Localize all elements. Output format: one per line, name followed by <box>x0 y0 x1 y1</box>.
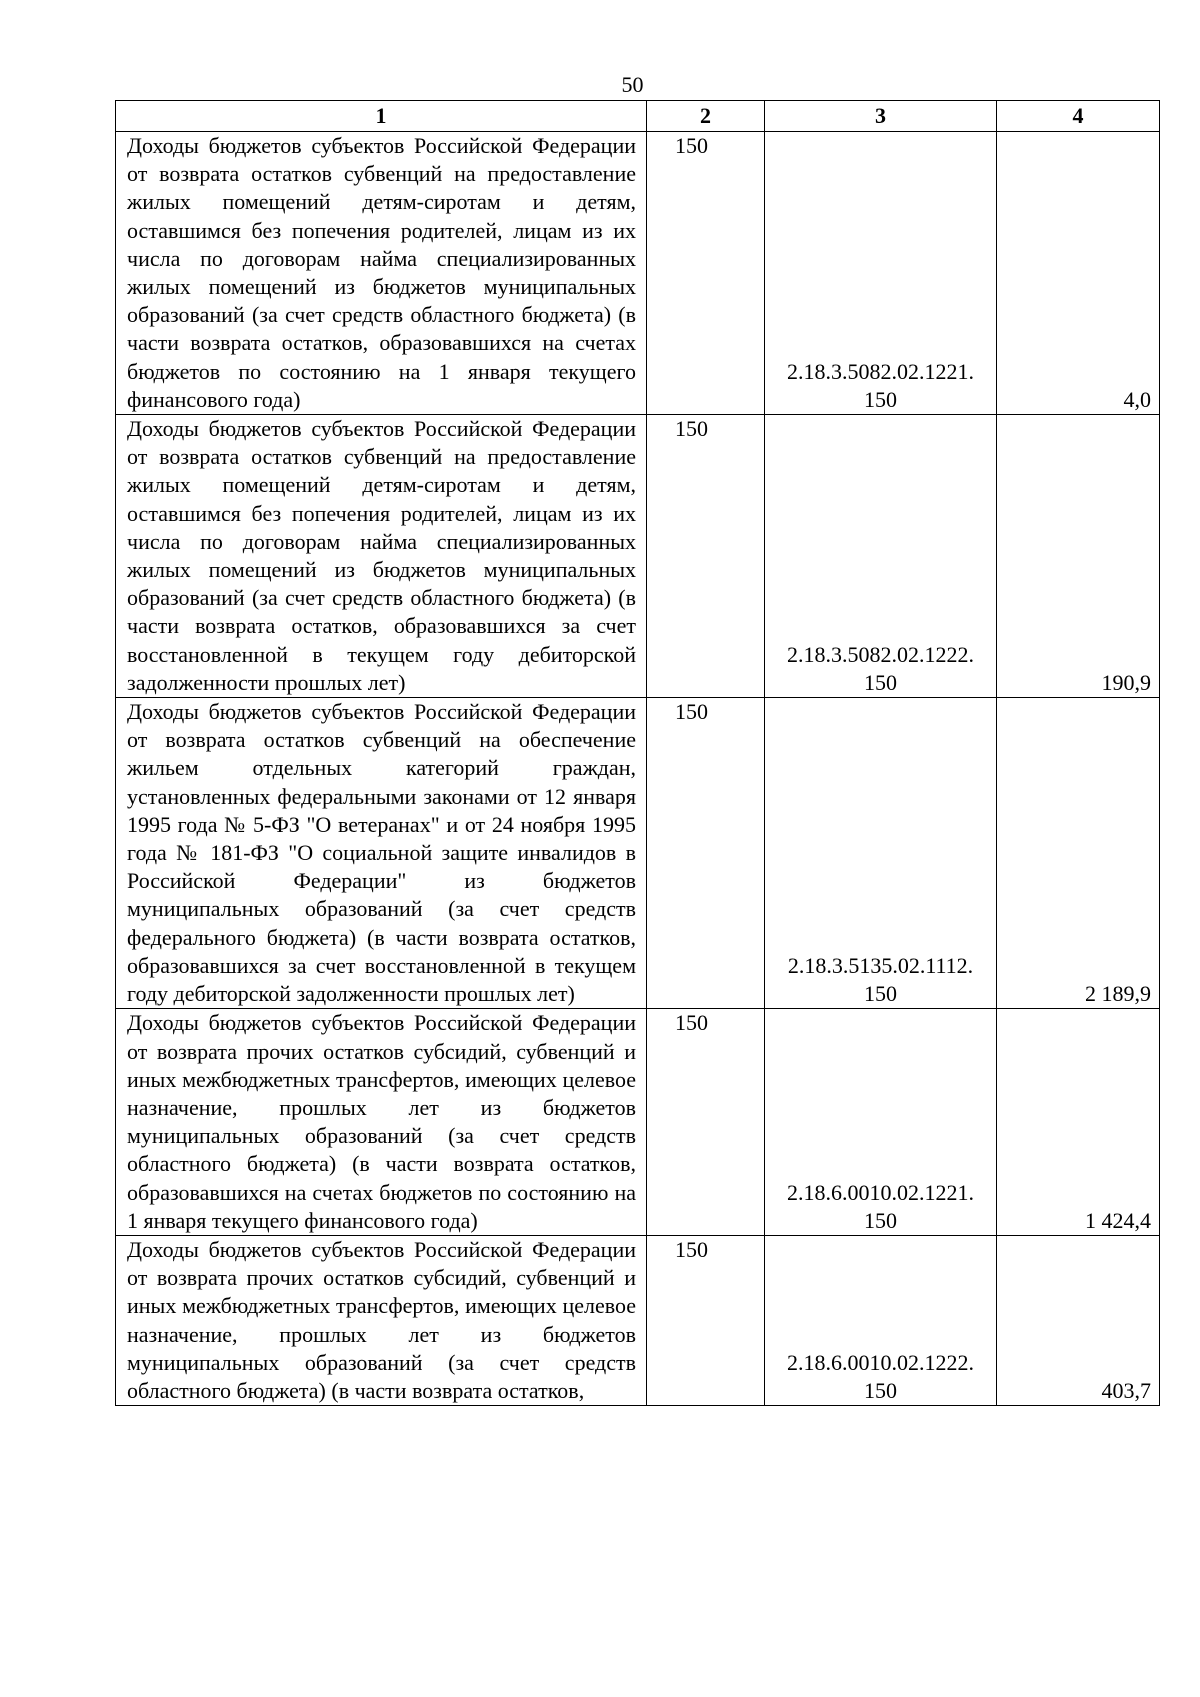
header-col-1: 1 <box>116 101 647 132</box>
row-code-line2: 150 <box>864 981 897 1007</box>
header-col-3: 3 <box>765 101 997 132</box>
row-description: Доходы бюджетов субъектов Российской Федерации от возврата остатков субвенций на предоставление жилых помещений детям-сиротам и детям, оставшимся без попечения родителей, лицам из их числа по договорам найма специализированных жилых помещений из бюджетов муниципальных образований (за счет средств областного бюджета) (в части возврата остатков, образовавшихся за счет восстановленной в текущем году дебиторской задолженности прошлых лет) <box>116 415 647 698</box>
row-code-line2: 150 <box>864 669 897 695</box>
row-code <box>765 698 997 1009</box>
row-code <box>765 1235 997 1405</box>
row-amount: 2 189,9 <box>997 698 1160 1009</box>
row-code <box>765 415 997 698</box>
row-code-line1: 2.18.6.0010.02.1222. <box>787 1349 974 1375</box>
row-amount: 1 424,4 <box>997 1009 1160 1236</box>
row-description: Доходы бюджетов субъектов Российской Федерации от возврата прочих остатков субсидий, субвенций и иных межбюджетных трансфертов, имеющих целевое назначение, прошлых лет из бюджетов муниципальных образований (за счет средств областного бюджета) (в части возврата остатков, образовавшихся на счетах бюджетов по состоянию на 1 января текущего финансового года) <box>116 1009 647 1236</box>
table-row <box>116 1009 1160 1236</box>
table-row <box>116 698 1160 1009</box>
row-code-line2: 150 <box>864 1207 897 1233</box>
row-code-line1: 2.18.3.5082.02.1221. <box>787 358 974 384</box>
row-code-line1: 2.18.3.5135.02.1112. <box>787 952 974 978</box>
table-row <box>116 415 1160 698</box>
row-code-line2: 150 <box>864 386 897 412</box>
row-amount: 403,7 <box>997 1235 1160 1405</box>
page-number: 50 <box>621 72 644 97</box>
header-col-4: 4 <box>997 101 1160 132</box>
row-code <box>765 1009 997 1236</box>
row-code-line2: 150 <box>864 1377 897 1403</box>
row-amount: 190,9 <box>997 415 1160 698</box>
row-col2-value: 150 <box>647 132 765 415</box>
row-col2-value: 150 <box>647 415 765 698</box>
row-col2-value: 150 <box>647 1009 765 1236</box>
header-row <box>116 101 1160 132</box>
row-code-line1: 2.18.6.0010.02.1221. <box>787 1179 974 1205</box>
row-amount: 4,0 <box>997 132 1160 415</box>
row-code <box>765 132 997 415</box>
table-row <box>116 1235 1160 1405</box>
budget-table <box>115 100 1160 1406</box>
table-row <box>116 132 1160 415</box>
row-code-line1: 2.18.3.5082.02.1222. <box>787 641 974 667</box>
row-description: Доходы бюджетов субъектов Российской Федерации от возврата остатков субвенций на предоставление жилых помещений детям-сиротам и детям, оставшимся без попечения родителей, лицам из их числа по договорам найма специализированных жилых помещений из бюджетов муниципальных образований (за счет средств областного бюджета) (в части возврата остатков, образовавшихся на счетах бюджетов по состоянию на 1 января текущего финансового года) <box>116 132 647 415</box>
row-description: Доходы бюджетов субъектов Российской Федерации от возврата остатков субвенций на обеспечение жильем отдельных категорий граждан, установленных федеральными законами от 12 января 1995 года № 5-ФЗ "О ветеранах" и от 24 ноября 1995 года № 181-ФЗ "О социальной защите инвалидов в Российской Федерации" из бюджетов муниципальных образований (за счет средств федерального бюджета) (в части возврата остатков, образовавшихся за счет восстановленной в текущем году дебиторской задолженности прошлых лет) <box>116 698 647 1009</box>
header-col-2: 2 <box>647 101 765 132</box>
row-col2-value: 150 <box>647 698 765 1009</box>
row-description: Доходы бюджетов субъектов Российской Федерации от возврата прочих остатков субсидий, субвенций и иных межбюджетных трансфертов, имеющих целевое назначение, прошлых лет из бюджетов муниципальных образований (за счет средств областного бюджета) (в части возврата остатков, <box>116 1235 647 1405</box>
row-col2-value: 150 <box>647 1235 765 1405</box>
